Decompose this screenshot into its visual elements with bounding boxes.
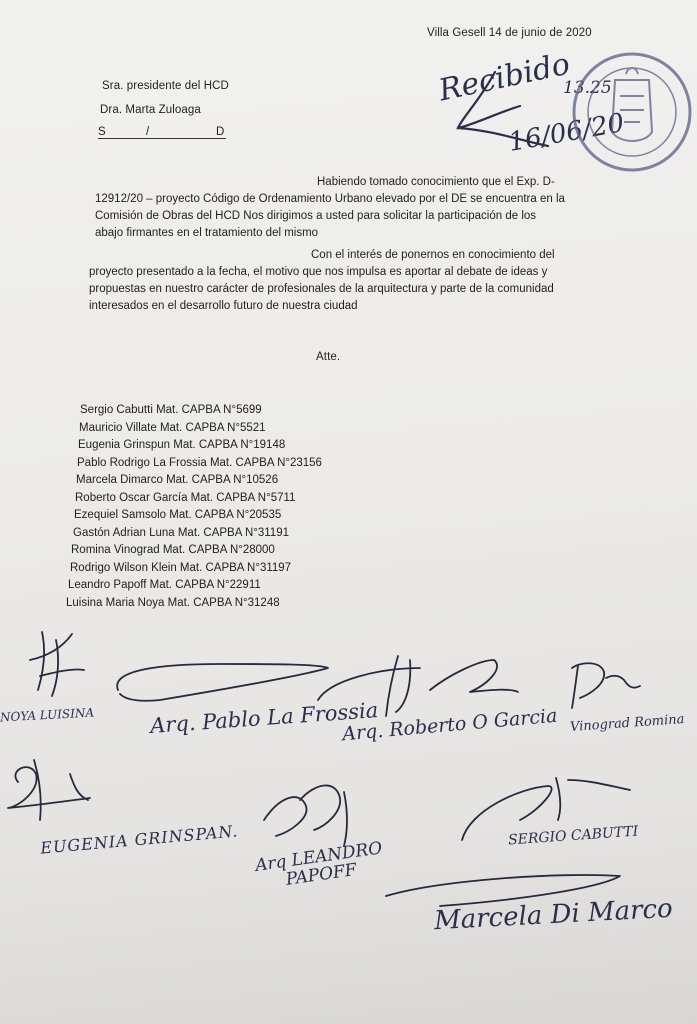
signer-line: Sergio Cabutti Mat. CAPBA N°5699 — [80, 404, 262, 416]
handwritten-lafrossia: Arq. Pablo La Frossia — [149, 698, 379, 738]
handwritten-garcia: Arq. Roberto O Garcia — [341, 704, 559, 746]
signer-line: Rodrigo Wilson Klein Mat. CAPBA N°31197 — [70, 561, 292, 574]
signer-line: Mauricio Villate Mat. CAPBA N°5521 — [79, 421, 266, 434]
signature-vinograd-scribble — [572, 663, 640, 708]
handwritten-papoff: Arq LEANDRO PAPOFF — [254, 838, 384, 890]
signature-lafrossia-scribble — [117, 664, 328, 701]
received-date: 16/06/20 — [506, 108, 627, 158]
signature-grinspan-scribble — [8, 760, 90, 820]
sd-slash: / — [146, 126, 150, 138]
signer-line: Gastón Adrian Luna Mat. CAPBA N°31191 — [73, 526, 289, 539]
council-seal — [574, 54, 690, 170]
signer-line: Leandro Papoff Mat. CAPBA N°22911 — [68, 579, 261, 591]
handwritten-cabutti: SERGIO CABUTTI — [507, 823, 639, 849]
received-time: 13.25 — [563, 78, 612, 98]
paragraph-2: Con el interés de ponernos en conocimiento del proyecto presentado a la fecha, el motivo que nos impulsa es aportar al debate de ideas y propuestas en nuestro carácter de profesionales de la arquitectura y parte de la comunidad interesados en el desarrollo futuro de nuestra ciudad — [89, 249, 555, 312]
signer-line: Luisina Maria Noya Mat. CAPBA N°31248 — [66, 596, 280, 609]
handwritten-grinspan: EUGENIA GRINSPAN. — [39, 821, 240, 858]
signer-line: Romina Vinograd Mat. CAPBA N°28000 — [71, 544, 275, 556]
received-word: Recibido — [435, 46, 573, 109]
closing: Atte. — [316, 351, 341, 363]
signer-line: Eugenia Grinspun Mat. CAPBA N°19148 — [78, 439, 286, 451]
recipient-name: Dra. Marta Zuloaga — [100, 104, 201, 116]
sd-s: S — [98, 126, 106, 138]
receipt-flourish — [458, 72, 548, 146]
paragraph-1: Habiendo tomado conocimiento que el Exp. D-12912/20 – proyecto Código de Ordenamiento Urbano elevado por el DE se encuentra en la Comisión de Obras del HCD Nos dirigimos a usted para solicitar la participación de los abajo firmantes en el tratamiento del mismo — [95, 176, 565, 239]
recipient-title: Sra. presidente del HCD — [102, 80, 229, 92]
handwritten-dimarco: Marcela Di Marco — [433, 893, 674, 937]
signature-noya-scribble — [30, 632, 84, 696]
signer-line: Marcela Dimarco Mat. CAPBA N°10526 — [76, 474, 279, 486]
signature-papoff-scribble — [264, 785, 347, 846]
handwritten-vinograd: Vinograd Romina — [569, 712, 685, 735]
signer-line: Pablo Rodrigo La Frossia Mat. CAPBA N°23156 — [77, 456, 322, 469]
signer-line: Ezequiel Samsolo Mat. CAPBA N°20535 — [74, 509, 282, 521]
place-date: Villa Gesell 14 de junio de 2020 — [427, 27, 592, 39]
signer-line: Roberto Oscar García Mat. CAPBA N°5711 — [75, 491, 296, 504]
handwritten-noya: NOYA LUISINA — [0, 705, 95, 725]
sd-d: D — [216, 126, 225, 138]
